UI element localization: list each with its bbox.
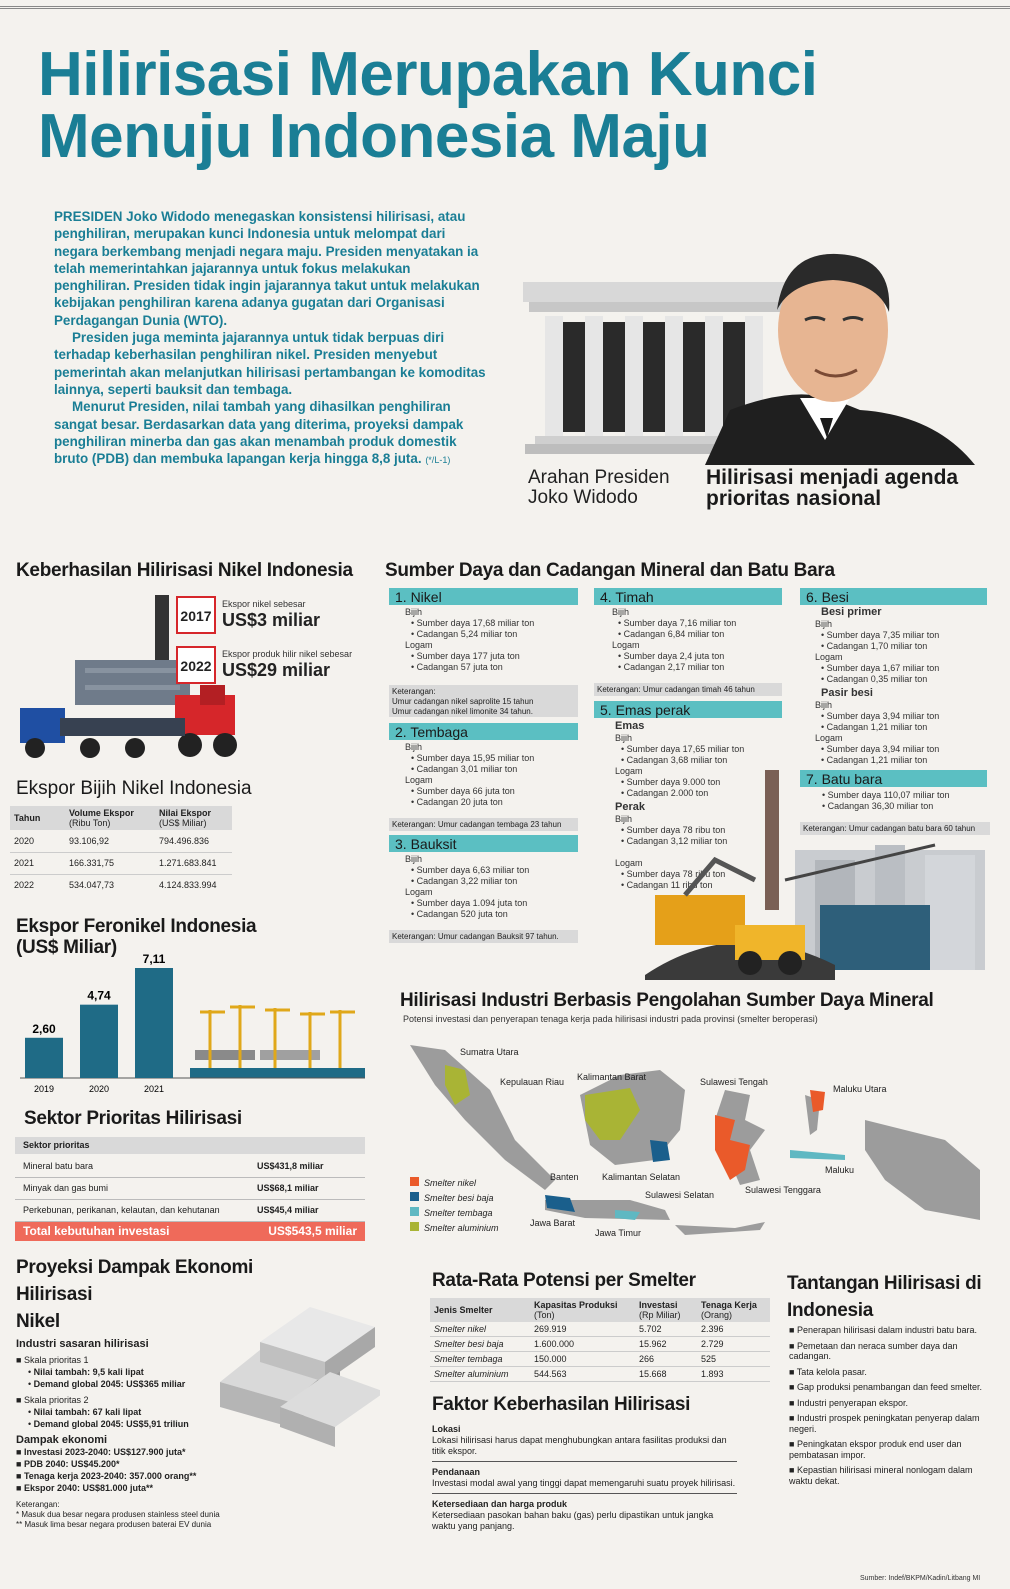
map-label-sulawesi-tengah: Sulawesi Tengah <box>700 1077 768 1087</box>
skala-1: Skala prioritas 1 <box>23 1355 89 1365</box>
nickel-2017-value: US$3 miliar <box>222 610 321 630</box>
besi-list <box>815 606 985 766</box>
list-item: • Sumber daya 17,68 miliar ton <box>411 618 535 628</box>
nikel-ket-1: Umur cadangan nikel saprolite 15 tahun <box>392 697 534 706</box>
faktor-desc: Lokasi hilirisasi harus dapat menghubungkan antara fasilitas produksi dan titik ekspor. <box>432 1435 727 1456</box>
col-volume-unit: (Ribu Ton) <box>69 818 111 828</box>
list-item: ■ Penerapan hilirisasi dalam industri batu bara. <box>789 1325 978 1335</box>
cell: 2.729 <box>701 1339 724 1349</box>
col-volume: Volume Ekspor <box>69 808 134 818</box>
proyeksi-nikel-subheading: Nikel <box>16 1311 60 1332</box>
list-item: • Cadangan 3,12 miliar ton <box>621 836 728 846</box>
dampak-2: PDB 2040: US$45.200* <box>23 1459 120 1469</box>
cell: 269.919 <box>534 1324 567 1334</box>
list-item: • Cadangan 520 juta ton <box>411 909 508 919</box>
list-item: • Sumber daya 1,67 miliar ton <box>821 663 940 673</box>
mining-factory-illustration <box>645 765 990 980</box>
list-item: Logam <box>612 640 640 650</box>
map-label-jawa-timur: Jawa Timur <box>595 1228 642 1238</box>
map-label-kepulauan-riau: Kepulauan Riau <box>500 1077 565 1087</box>
emas-perak-title: 5. Emas perak <box>594 701 782 718</box>
proyeksi-heading-1: Proyeksi Dampak Ekonomi <box>16 1257 254 1278</box>
list-item: • Cadangan 6,84 miliar ton <box>618 629 725 639</box>
proyeksi-heading-2: Hilirisasi <box>16 1284 93 1305</box>
port-illustration <box>190 1005 365 1078</box>
faktor-heading: Faktor Keberhasilan Hilirisasi <box>432 1394 691 1415</box>
map-label-sulawesi-tenggara: Sulawesi Tenggara <box>745 1185 821 1195</box>
cell: 150.000 <box>534 1354 567 1364</box>
perak-subheading: Perak <box>615 801 645 813</box>
ekspor-bijih-table <box>10 806 232 896</box>
list-item: • Sumber daya 3,94 miliar ton <box>821 711 940 721</box>
list-item: • Sumber daya 15,95 miliar ton <box>411 753 535 763</box>
proyeksi-ket-1: * Masuk dua besar negara produsen stainless steel dunia <box>16 1510 220 1519</box>
sektor-heading: Sektor Prioritas Hilirisasi <box>24 1108 242 1129</box>
list-item: Bijih <box>405 742 423 752</box>
list-item: • Sumber daya 66 juta ton <box>411 786 515 796</box>
list-item: • Cadangan 11 ribu ton <box>621 880 713 890</box>
besi-primer-subheading: Besi primer <box>821 606 882 618</box>
list-item: Bijih <box>405 854 423 864</box>
bar-2020 <box>80 1005 118 1078</box>
feronikel-heading-1: Ekspor Feronikel Indonesia <box>16 916 257 937</box>
list-item: • Sumber daya 1.094 juta ton <box>411 898 528 908</box>
col-investasi-unit: (Rp Miliar) <box>639 1310 681 1320</box>
cell: Smelter nikel <box>434 1324 487 1334</box>
bauksit-list <box>405 854 575 920</box>
col-kapasitas: Kapasitas Produksi <box>534 1300 618 1310</box>
dampak-4: Ekspor 2040: US$81.000 juta** <box>23 1483 154 1493</box>
year-badge-2022: 2022 <box>176 646 216 684</box>
list-item: ■ Gap produksi penambangan dan feed smelter. <box>789 1382 983 1392</box>
feronikel-heading-2: (US$ Miliar) <box>16 937 117 958</box>
col-tenaga: Tenaga Kerja <box>701 1300 757 1310</box>
cell: US$45,4 miliar <box>257 1205 319 1215</box>
map-label-maluku: Maluku <box>825 1165 855 1175</box>
nikel-ket-2: Umur cadangan nikel limonite 34 tahun. <box>392 707 533 716</box>
list-item: Bijih <box>815 700 833 710</box>
bar-value-label: 2,60 <box>32 1021 56 1036</box>
cell: Smelter aluminium <box>434 1369 509 1379</box>
col-kapasitas-unit: (Ton) <box>534 1310 555 1320</box>
cell: 534.047,73 <box>69 880 115 891</box>
list-item: • Cadangan 1,21 miliar ton <box>821 722 928 732</box>
col-nilai: Nilai Ekspor <box>159 808 212 818</box>
industri-sasaran-label: Industri sasaran hilirisasi <box>16 1338 149 1350</box>
hero-caption-left: Arahan Presiden Joko Widodo <box>528 467 670 508</box>
nikel-ket: Keterangan: <box>392 687 436 696</box>
table-row <box>15 1178 365 1200</box>
bar-value-label: 4,74 <box>87 988 111 1003</box>
cell: Minyak dan gas bumi <box>23 1183 109 1193</box>
cell: 1.600.000 <box>534 1339 575 1349</box>
legend-besi: Smelter besi baja <box>424 1193 494 1203</box>
bar-value-label: 7,11 <box>142 952 166 966</box>
skala-1-nilai: Nilai tambah: 9,5 kali lipat <box>33 1367 144 1377</box>
nickel-heading: Keberhasilan Hilirisasi Nikel Indonesia <box>16 560 353 581</box>
list-item: • Cadangan 57 juta ton <box>411 662 503 672</box>
legend-swatch-tembaga <box>410 1207 419 1216</box>
batubara-title: 7. Batu bara <box>800 770 987 787</box>
proyeksi-details: Industri sasaran hilirisasi ■ Skala prioritas 1 • Nilai tambah: 9,5 kali lipat • Demand global 2045: US$365 miliar ■ Skala prioritas 2 • Nilai tambah: 67 kali lipat • Demand global 2045: US$5,91 triliun Dampak ekonomi ■ Investasi 2023-2040: US$127.900 juta* ■ PDB 2040: US$45.200* ■ Tenaga kerja 2023-2040: 357.000 orang** ■ Ekspor 2040: US$81.000 juta** Keterangan: * Masuk dua besar negara produsen stainless steel dunia ** Masuk lima besar negara produsen baterai EV dunia <box>16 1338 226 1530</box>
list-item: • Sumber daya 6,63 miliar ton <box>411 865 530 875</box>
dampak-1: Investasi 2023-2040: US$127.900 juta* <box>23 1447 186 1457</box>
rata-heading: Rata-Rata Potensi per Smelter <box>432 1270 696 1291</box>
cell: Smelter besi baja <box>434 1339 504 1349</box>
list-item: Bijih <box>612 607 630 617</box>
faktor-title: Pendanaan <box>432 1467 481 1477</box>
col-tenaga-unit: (Orang) <box>701 1310 733 1320</box>
total-label: Total kebutuhan investasi <box>23 1224 170 1238</box>
list-item: ■ Industri penyerapan ekspor. <box>789 1397 909 1408</box>
sumber-daya-heading: Sumber Daya dan Cadangan Mineral dan Batu Bara <box>385 560 835 581</box>
title-line-2: Menuju Indonesia Maju <box>38 102 710 171</box>
tembaga-list <box>405 742 575 808</box>
list-item: • Cadangan 1,70 miliar ton <box>821 641 928 651</box>
pasir-besi-subheading: Pasir besi <box>821 687 873 699</box>
ekspor-bijih-heading: Ekspor Bijih Nikel Indonesia <box>16 778 252 799</box>
list-item: ■ Industri prospek peningkatan penyerap dalam negeri. <box>789 1413 980 1434</box>
list-item: Logam <box>405 887 433 897</box>
table-row <box>430 1352 770 1367</box>
bauksit-note: Keterangan: Umur cadangan Bauksit 97 tahun. <box>389 930 578 943</box>
faktor-desc: Investasi modal awal yang tinggi dapat memengaruhi suatu proyek hilirisasi. <box>432 1478 736 1488</box>
tantangan-text: Gap produksi penambangan dan feed smelter. <box>796 1382 983 1392</box>
skala-2: Skala prioritas 2 <box>23 1395 89 1405</box>
legend-tembaga: Smelter tembaga <box>424 1208 493 1218</box>
cell: 4.124.833.994 <box>159 880 217 891</box>
batubara-note: Keterangan: Umur cadangan batu bara 60 tahun <box>800 822 990 835</box>
list-item: • Sumber daya 110,07 miliar ton <box>822 790 950 800</box>
cell: US$431,8 miliar <box>257 1161 324 1171</box>
list-item: • Cadangan 0,35 miliar ton <box>821 674 928 684</box>
nickel-2017-label: Ekspor nikel sebesar <box>222 599 306 609</box>
list-item: • Cadangan 36,30 miliar ton <box>822 801 934 811</box>
cell: 525 <box>701 1354 717 1364</box>
proyeksi-ket-2: ** Masuk lima besar negara produsen baterai EV dunia <box>16 1520 212 1529</box>
list-item: • Cadangan 3,22 miliar ton <box>411 876 518 886</box>
cell: 5.702 <box>639 1324 662 1334</box>
skala-2-demand: Demand global 2045: US$5,91 triliun <box>33 1419 189 1429</box>
sektor-column-header: Sektor prioritas <box>15 1137 365 1154</box>
hero-caption-right: Hilirisasi menjadi agenda prioritas nasional <box>706 466 959 510</box>
faktor-list <box>432 1424 737 1532</box>
tantangan-list <box>789 1325 994 1491</box>
peta-heading: Hilirisasi Industri Berbasis Pengolahan Sumber Daya Mineral <box>400 990 934 1011</box>
list-item: Bijih <box>405 607 423 617</box>
table-row <box>10 852 232 874</box>
list-item: • Sumber daya 78 ribu ton <box>621 825 726 835</box>
list-item: Bijih <box>615 814 633 824</box>
cell: Smelter tembaga <box>434 1354 503 1364</box>
list-item: • Sumber daya 9.000 ton <box>621 777 721 787</box>
map-label-jawa-barat: Jawa Barat <box>530 1218 576 1228</box>
table-row <box>15 1200 365 1222</box>
tantangan-text: Penerapan hilirisasi dalam industri batu bara. <box>796 1325 978 1335</box>
table-row <box>15 1156 365 1178</box>
cell: 15.668 <box>639 1369 667 1379</box>
table-row <box>10 874 232 896</box>
list-item: • Sumber daya 78 ribu ton <box>621 869 726 879</box>
cell: 794.496.836 <box>159 835 210 846</box>
list-item: • Cadangan 2,17 miliar ton <box>618 662 725 672</box>
total-value: US$543,5 miliar <box>268 1224 357 1238</box>
cell: 544.563 <box>534 1369 567 1379</box>
feronikel-chart <box>20 950 370 1100</box>
sektor-rows <box>15 1156 365 1222</box>
cell: 93.106,92 <box>69 835 110 846</box>
cell: Mineral batu bara <box>23 1161 94 1171</box>
sektor-total-row <box>15 1222 365 1241</box>
timah-note: Keterangan: Umur cadangan timah 46 tahun <box>594 683 782 696</box>
legend-nikel: Smelter nikel <box>424 1178 477 1188</box>
x-tick-label: 2020 <box>88 1084 110 1094</box>
intro-signature: (*/L-1) <box>425 455 451 466</box>
nickel-2022-value: US$29 miliar <box>222 660 331 680</box>
peta-subheading: Potensi investasi dan penyerapan tenaga kerja pada hilirisasi industri pada provinsi (smelter beroperasi) <box>403 1014 818 1024</box>
cell: 2021 <box>14 858 35 868</box>
tantangan-heading-1: Tantangan Hilirisasi di <box>787 1273 982 1294</box>
cell: 2.396 <box>701 1324 724 1334</box>
list-item: • Sumber daya 7,35 miliar ton <box>821 630 940 640</box>
cell: 266 <box>639 1354 655 1364</box>
table-row <box>430 1322 770 1337</box>
list-item: • Sumber daya 177 juta ton <box>411 651 520 661</box>
list-item <box>432 1424 737 1462</box>
col-jenis: Jenis Smelter <box>434 1305 493 1315</box>
legend-swatch-aluminium <box>410 1222 419 1231</box>
map-label-sulawesi-selatan: Sulawesi Selatan <box>645 1190 715 1200</box>
list-item: Logam <box>405 640 433 650</box>
legend-swatch-besi <box>410 1192 419 1201</box>
col-tahun: Tahun <box>14 813 41 823</box>
cell: 1.893 <box>701 1369 724 1379</box>
intro-text <box>54 208 486 469</box>
list-item: ■ Tata kelola pasar. <box>789 1366 867 1377</box>
intro-paragraph-1: PRESIDEN Joko Widodo menegaskan konsistensi hilirisasi, atau penghiliran, merupakan kunci Indonesia untuk melompat dari negara berkembang menjadi negara maju. Presiden menyatakan ia telah memerintahkan jajarannya untuk fokus melakukan penghiliran. Presiden tidak ingin jajarannya takut untuk melakukan kebijakan penghiliran karena adanya gugatan dari Organisasi Perdagangan Dunia (WTO). <box>54 209 480 328</box>
legend-swatch-nikel <box>410 1177 419 1186</box>
map-label-sumatra-utara: Sumatra Utara <box>460 1047 519 1057</box>
map-label-kalimantan-barat: Kalimantan Barat <box>577 1072 647 1082</box>
proyeksi-heading <box>16 1254 253 1308</box>
list-item: • Sumber daya 2,4 juta ton <box>618 651 725 661</box>
cell: 15.962 <box>639 1339 667 1349</box>
bar-2021 <box>135 968 173 1078</box>
tantangan-text: Pemetaan dan neraca sumber daya dan cadangan. <box>789 1340 958 1361</box>
dampak-label: Dampak ekonomi <box>16 1434 108 1446</box>
bauksit-title: 3. Bauksit <box>389 835 578 852</box>
year-badge-2017: 2017 <box>176 596 216 634</box>
nikel-note <box>389 685 578 717</box>
besi-title: 6. Besi <box>800 588 987 605</box>
list-item: • Cadangan 3,01 miliar ton <box>411 764 518 774</box>
nikel-list <box>405 607 575 673</box>
tembaga-title: 2. Tembaga <box>389 723 578 740</box>
proyeksi-ket: Keterangan: <box>16 1500 60 1509</box>
tantangan-text: Industri penyerapan ekspor. <box>796 1397 909 1408</box>
list-item: ■ Pemetaan dan neraca sumber daya dan cadangan. <box>789 1340 958 1361</box>
timah-list <box>612 607 782 673</box>
tantangan-text: Industri prospek peningkatan penyerap dalam negeri. <box>789 1413 980 1434</box>
list-item: Bijih <box>615 733 633 743</box>
skala-1-demand: Demand global 2045: US$365 miliar <box>33 1379 186 1389</box>
title-line-1: Hilirisasi Merupakan Kunci <box>38 40 818 109</box>
legend-aluminium: Smelter aluminium <box>424 1223 499 1233</box>
cell: Perkebunan, perikanan, kelautan, dan kehutanan <box>23 1205 220 1215</box>
top-rule <box>0 6 1010 9</box>
map-label-maluku-utara: Maluku Utara <box>833 1084 887 1094</box>
tembaga-note: Keterangan: Umur cadangan tembaga 23 tahun <box>389 818 578 831</box>
col-nilai-unit: (US$ Miliar) <box>159 818 207 828</box>
tantangan-heading-2: Indonesia <box>787 1300 873 1321</box>
list-item: • Cadangan 1,21 miliar ton <box>821 755 928 765</box>
faktor-title: Ketersediaan dan harga produk <box>432 1499 568 1509</box>
nikel-title: 1. Nikel <box>389 588 578 605</box>
skala-2-nilai: Nilai tambah: 67 kali lipat <box>33 1407 142 1417</box>
hero-illustration <box>515 240 985 465</box>
list-item: Logam <box>615 858 643 868</box>
x-tick-label: 2021 <box>143 1084 165 1094</box>
list-item: • Cadangan 5,24 miliar ton <box>411 629 518 639</box>
table-row <box>430 1337 770 1352</box>
rata-table <box>430 1298 770 1382</box>
cell: 1.271.683.841 <box>159 858 217 868</box>
x-tick-label: 2019 <box>33 1084 55 1094</box>
tantangan-text: Kepastian hilirisasi mineral nonlogam dalam waktu dekat. <box>789 1465 973 1486</box>
ingot-illustration <box>210 1302 380 1452</box>
faktor-title: Lokasi <box>432 1424 461 1434</box>
list-item: • Sumber daya 17,65 miliar ton <box>621 744 745 754</box>
cell: 2022 <box>14 880 35 891</box>
col-investasi: Investasi <box>639 1300 678 1310</box>
list-item: Logam <box>615 766 643 776</box>
table-row <box>430 1367 770 1382</box>
bar-2019 <box>25 1038 63 1078</box>
intro-paragraph-3: Menurut Presiden, nilai tambah yang dihasilkan penghiliran sangat besar. Berdasarkan data yang diterima, proyeksi dampak penghiliran minerba dan gas akan menambah produk domestik bruto (PDB) dan membuka lapangan kerja hingga 8,8 juta. <box>54 399 464 467</box>
list-item: Bijih <box>815 619 833 629</box>
nickel-2022-label: Ekspor produk hilir nikel sebesar <box>222 649 353 659</box>
timah-title: 4. Timah <box>594 588 782 605</box>
list-item: • Cadangan 3,68 miliar ton <box>621 755 728 765</box>
list-item: Logam <box>815 733 843 743</box>
main-title <box>38 40 818 171</box>
list-item: ■ Peningkatan ekspor produk end user dan pembatasan impor. <box>789 1439 962 1460</box>
list-item: • Sumber daya 7,16 miliar ton <box>618 618 737 628</box>
tantangan-heading <box>787 1270 981 1324</box>
map-label-banten: Banten <box>550 1172 579 1182</box>
cell: US$68,1 miliar <box>257 1183 319 1193</box>
cell: 166.331,75 <box>69 858 115 868</box>
cell: 2020 <box>14 835 35 846</box>
list-item: • Cadangan 2.000 ton <box>621 788 709 798</box>
dampak-3: Tenaga kerja 2023-2040: 357.000 orang** <box>23 1471 197 1481</box>
map-label-kalimantan-selatan: Kalimantan Selatan <box>602 1172 681 1182</box>
source-credit: Sumber: Indef/BKPM/Kadin/Litbang MI <box>860 1575 981 1582</box>
tantangan-text: Tata kelola pasar. <box>796 1366 867 1377</box>
list-item: • Sumber daya 3,94 miliar ton <box>821 744 940 754</box>
list-item: • Cadangan 20 juta ton <box>411 797 503 807</box>
list-item <box>432 1499 737 1532</box>
emas-subheading: Emas <box>615 720 645 732</box>
list-item: ■ Kepastian hilirisasi mineral nonlogam dalam waktu dekat. <box>789 1465 973 1486</box>
list-item: Logam <box>405 775 433 785</box>
table-row <box>10 830 232 852</box>
map-legend <box>410 1176 499 1236</box>
intro-paragraph-2: Presiden juga meminta jajarannya untuk tidak berpuas diri terhadap keberhasilan penghiliran nikel. Presiden menyebut pemerintah akan melanjutkan hilirisasi pertambangan ke komoditas lainnya, seperti bauksit dan tembaga. <box>54 330 486 397</box>
list-item: Logam <box>815 652 843 662</box>
list-item <box>432 1467 737 1494</box>
faktor-desc: Ketersediaan pasokan bahan baku (gas) perlu dipastikan untuk jangka waktu yang panjang. <box>432 1510 714 1531</box>
tantangan-text: Peningkatan ekspor produk end user dan pembatasan impor. <box>789 1439 962 1460</box>
